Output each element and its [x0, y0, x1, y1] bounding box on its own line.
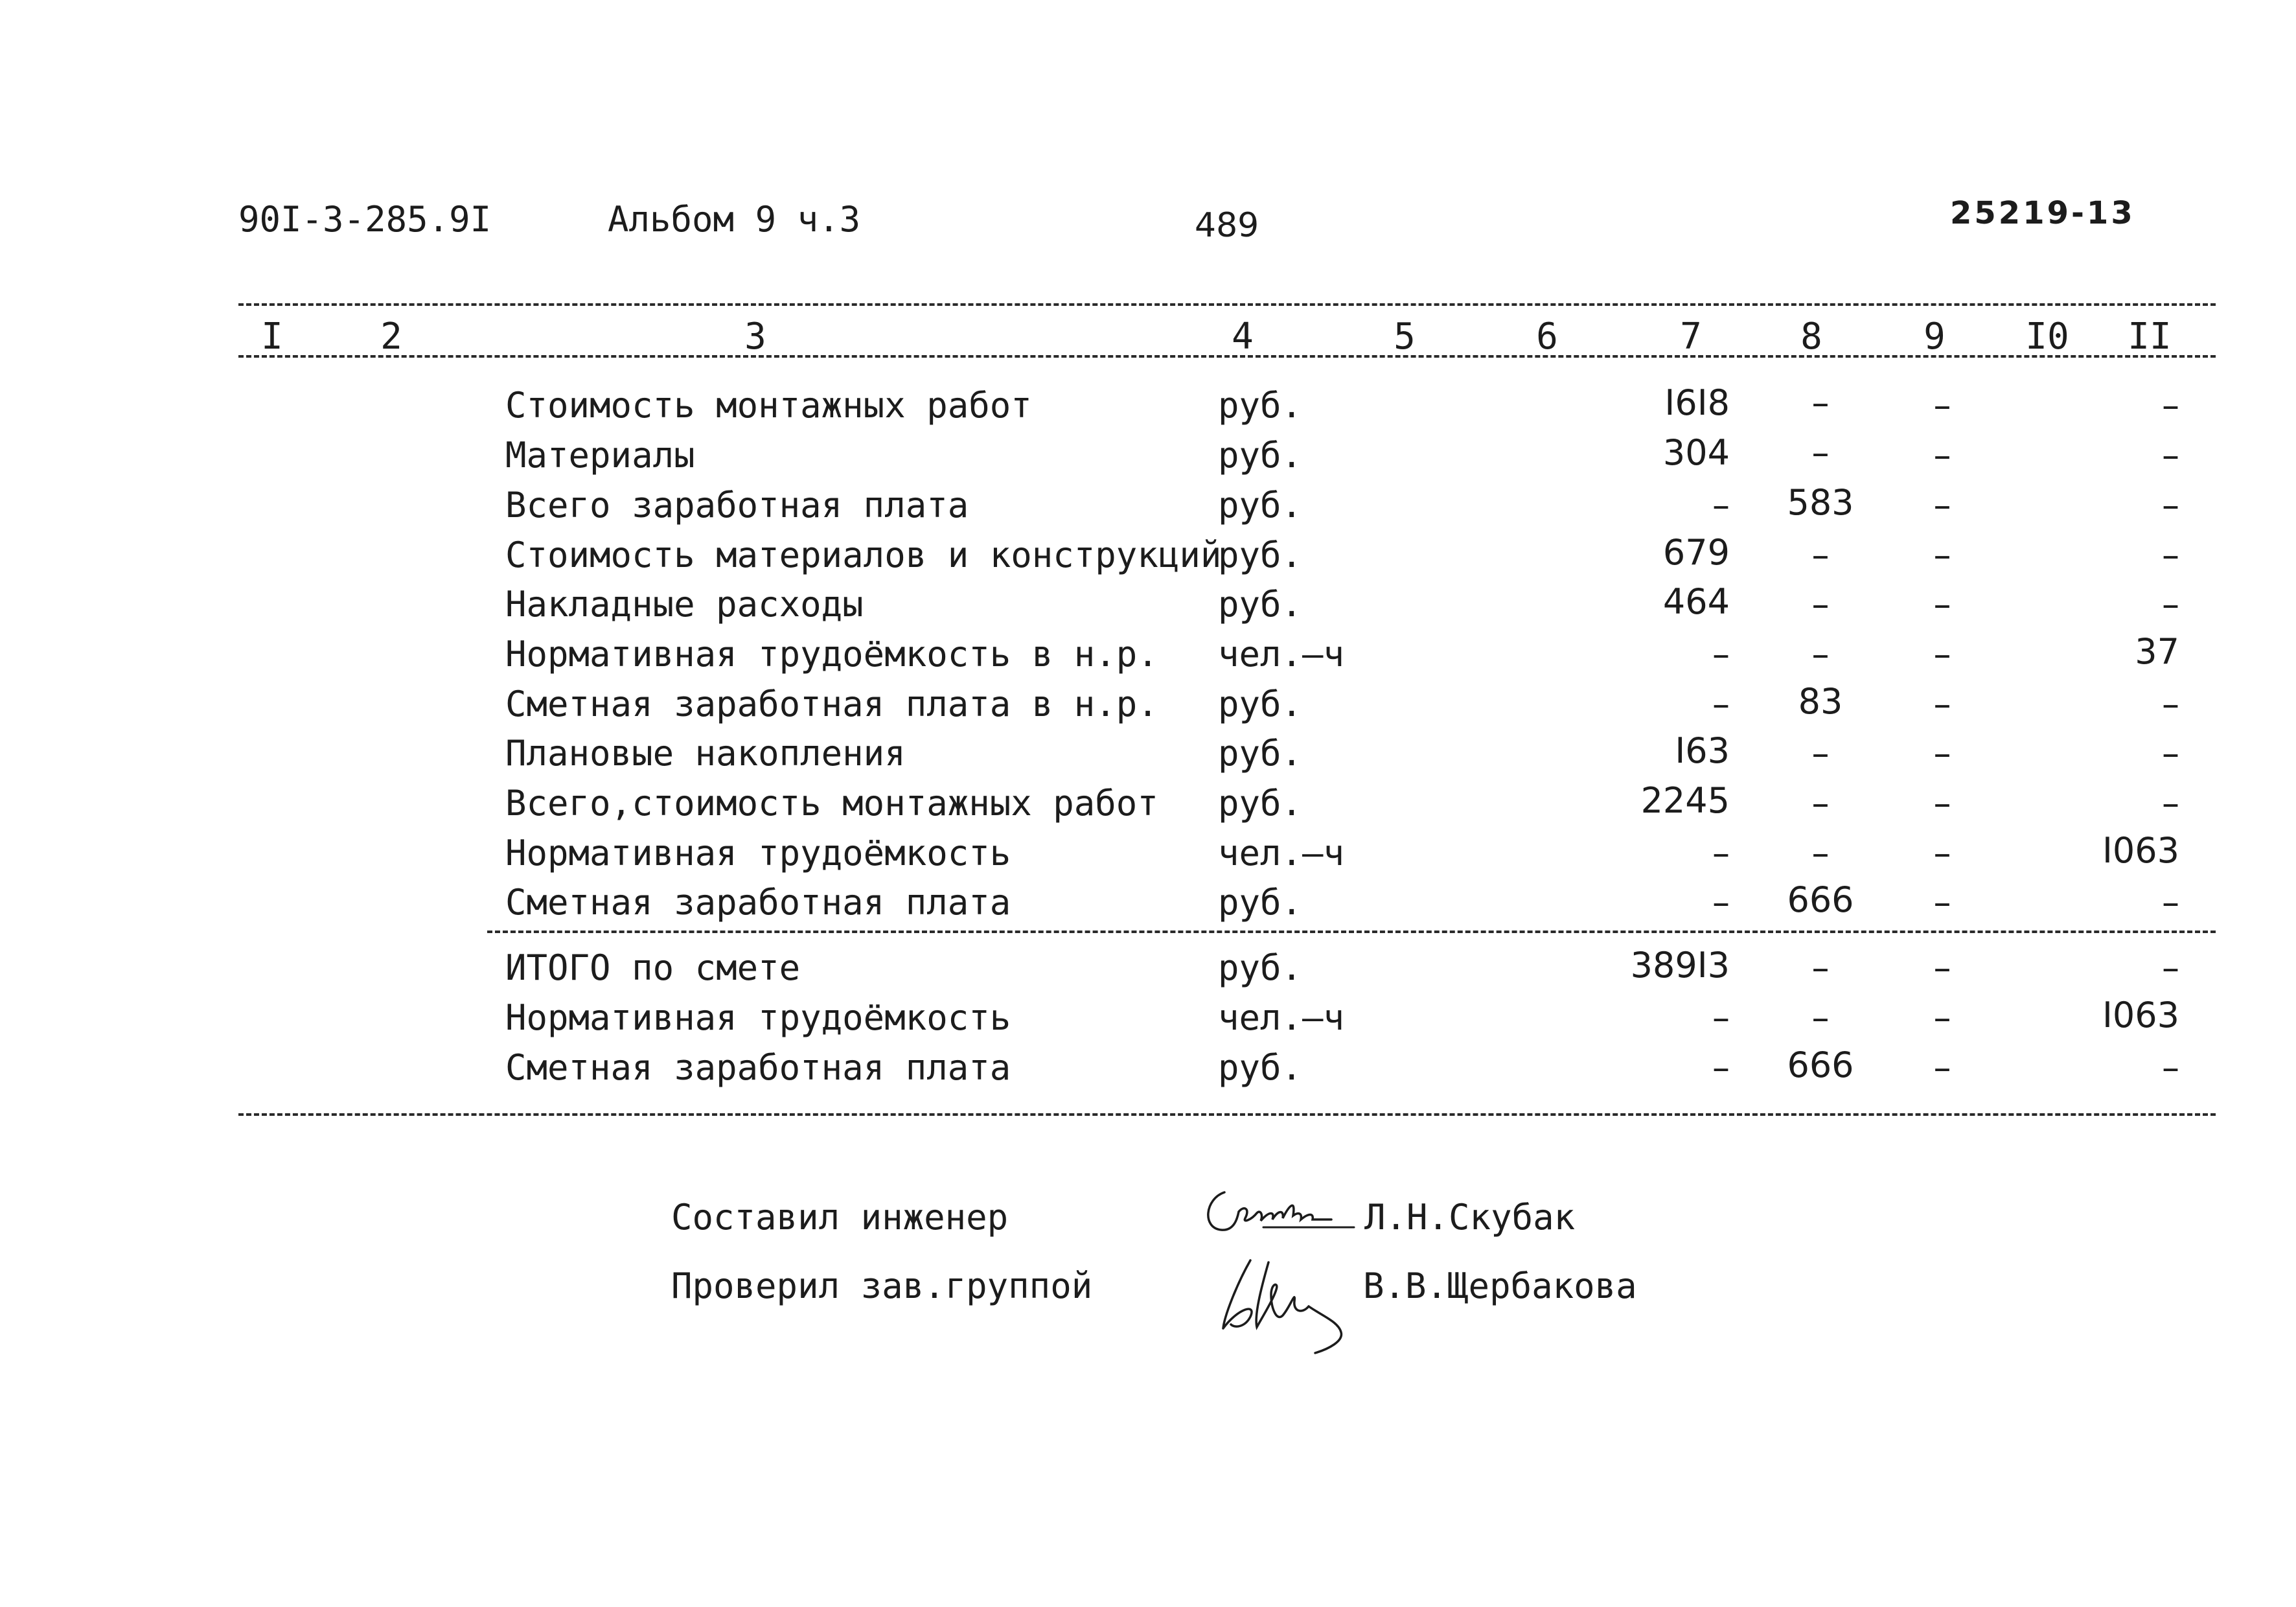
row-col8: – — [1811, 947, 1830, 988]
row-col11: – — [2162, 733, 2179, 774]
row-label: Стоимость монтажных работ — [505, 385, 1032, 426]
row-col9: – — [1933, 783, 1951, 824]
row-unit: руб. — [1218, 584, 1303, 625]
row-col7: – — [1712, 684, 1730, 724]
col-num-5: 5 — [1394, 316, 1416, 358]
row-unit: чел.–ч — [1218, 634, 1345, 675]
compiled-by-label: Составил инженер — [671, 1197, 1009, 1238]
header-rule-bottom — [238, 355, 2216, 358]
row-col9: – — [1933, 634, 1951, 675]
album-label: Альбом 9 ч.3 — [608, 199, 861, 240]
row-unit: руб. — [1218, 435, 1303, 476]
row-col7: I63 — [1675, 730, 1730, 771]
row-col11: – — [2162, 1047, 2179, 1088]
table-bottom-rule — [238, 1113, 2216, 1116]
col-num-7: 7 — [1680, 316, 1702, 358]
checked-by-label: Проверил зав.группой — [671, 1266, 1093, 1306]
col-num-1: I — [261, 316, 283, 358]
row-col9: – — [1933, 882, 1951, 923]
row-col8: 83 — [1798, 681, 1843, 722]
signature-2-scribble — [1211, 1244, 1380, 1367]
row-unit: руб. — [1218, 535, 1303, 575]
row-col11: – — [2162, 947, 2179, 988]
row-col9: – — [1933, 535, 1951, 575]
col-num-4: 4 — [1232, 316, 1254, 358]
row-col8: – — [1811, 432, 1830, 473]
row-unit: руб. — [1218, 684, 1303, 724]
row-col9: – — [1933, 684, 1951, 724]
row-label: Сметная заработная плата — [505, 882, 1011, 923]
row-col9: – — [1933, 1047, 1951, 1088]
row-col8: 583 — [1787, 482, 1854, 523]
row-unit: чел.–ч — [1218, 833, 1345, 873]
row-col11: 37 — [2135, 631, 2179, 672]
row-col7: 2245 — [1640, 780, 1730, 821]
row-col9: – — [1933, 733, 1951, 774]
checker-name: В.В.Щербакова — [1363, 1266, 1637, 1306]
row-col7: I6I8 — [1664, 382, 1730, 423]
row-label: Сметная заработная плата в н.р. — [505, 684, 1158, 724]
row-col8: 666 — [1787, 1045, 1854, 1085]
row-unit: руб. — [1218, 783, 1303, 824]
row-unit: руб. — [1218, 1047, 1303, 1088]
row-unit: руб. — [1218, 385, 1303, 426]
row-label: Материалы — [505, 435, 695, 476]
row-col11: – — [2162, 535, 2179, 575]
row-label: Плановые накопления — [505, 733, 906, 774]
row-col11: – — [2162, 435, 2179, 476]
col-num-8: 8 — [1800, 316, 1822, 358]
row-label: Нормативная трудоёмкость — [505, 833, 1011, 873]
row-label: Нормативная трудоёмкость в н.р. — [505, 634, 1158, 675]
row-col11: – — [2162, 385, 2179, 426]
col-num-10: I0 — [2025, 316, 2069, 358]
row-label: Накладные расходы — [505, 584, 864, 625]
header-rule-top — [238, 303, 2216, 306]
document-code: 90I-3-285.9I — [238, 199, 492, 240]
col-num-2: 2 — [380, 316, 402, 358]
row-col9: – — [1933, 385, 1951, 426]
row-label: Нормативная трудоёмкость — [505, 997, 1011, 1038]
row-label: Стоимость материалов и конструкций — [505, 535, 1222, 575]
row-col11: – — [2162, 584, 2179, 625]
col-num-3: 3 — [744, 316, 766, 358]
row-unit: чел.–ч — [1218, 997, 1345, 1038]
row-col7: – — [1712, 833, 1730, 873]
row-col7: – — [1712, 882, 1730, 923]
section-separator — [487, 931, 2216, 933]
compiler-name: Л.Н.Скубак — [1364, 1197, 1576, 1238]
row-col8: – — [1811, 997, 1830, 1038]
row-col8: – — [1811, 733, 1830, 774]
row-col7: – — [1712, 1047, 1730, 1088]
row-col8: – — [1811, 634, 1830, 675]
row-col9: – — [1933, 485, 1951, 526]
sheet-id: 25219-13 — [1950, 195, 2135, 231]
row-label: Всего заработная плата — [505, 485, 969, 526]
row-unit: руб. — [1218, 882, 1303, 923]
row-col8: 666 — [1787, 879, 1854, 920]
row-col7: 679 — [1662, 532, 1730, 573]
row-col7: 464 — [1662, 581, 1730, 622]
col-num-6: 6 — [1536, 316, 1558, 358]
row-col9: – — [1933, 435, 1951, 476]
row-col8: – — [1811, 783, 1830, 824]
row-col9: – — [1933, 997, 1951, 1038]
row-label: Всего,стоимость монтажных работ — [505, 783, 1158, 824]
page-number: 489 — [1195, 206, 1259, 245]
row-col7: 304 — [1662, 432, 1730, 473]
row-col8: – — [1811, 535, 1830, 575]
row-col8: – — [1811, 382, 1830, 423]
row-col8: – — [1811, 584, 1830, 625]
row-col7: – — [1712, 634, 1730, 675]
col-num-11: II — [2128, 316, 2172, 358]
row-label: Сметная заработная плата — [505, 1047, 1011, 1088]
row-col9: – — [1933, 833, 1951, 873]
row-col8: – — [1811, 833, 1830, 873]
row-col11: – — [2162, 485, 2179, 526]
row-col11: – — [2162, 684, 2179, 724]
col-num-9: 9 — [1923, 316, 1946, 358]
row-col7: – — [1712, 485, 1730, 526]
row-col7: – — [1712, 997, 1730, 1038]
signature-1-scribble — [1199, 1173, 1393, 1251]
row-unit: руб. — [1218, 947, 1303, 988]
row-col11: – — [2162, 783, 2179, 824]
row-col7: 389I3 — [1630, 945, 1730, 986]
row-col11: I063 — [2102, 830, 2179, 871]
row-col9: – — [1933, 584, 1951, 625]
row-unit: руб. — [1218, 485, 1303, 526]
row-unit: руб. — [1218, 733, 1303, 774]
row-label: ИТОГО по смете — [505, 947, 801, 988]
row-col11: I063 — [2102, 995, 2179, 1035]
row-col9: – — [1933, 947, 1951, 988]
row-col11: – — [2162, 882, 2179, 923]
